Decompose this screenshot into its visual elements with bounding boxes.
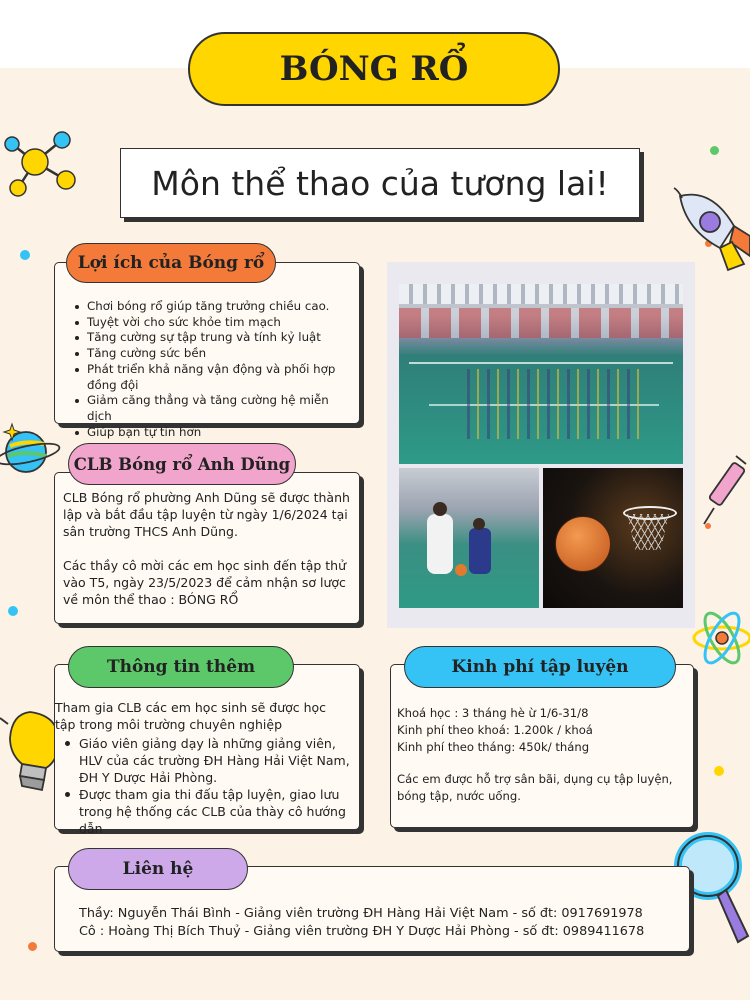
benefits-list [73, 299, 345, 440]
fees-per-month: Kinh phí theo tháng: 450k/ tháng [397, 740, 590, 754]
planet-icon [0, 420, 62, 484]
more-info-card [54, 664, 360, 836]
club-paragraph-2: Các thầy cô mời các em học sinh đến tập thử vào T5, ngày 23/5/2023 để cảm nhận sơ lược về môn thể thao : BÓNG RỔ [63, 558, 347, 607]
club-card [54, 472, 360, 624]
benefits-card [54, 262, 360, 439]
gym-photo [399, 284, 683, 464]
list-item: Giảm căng thẳng và tăng cường hệ miễn dịch [73, 393, 345, 424]
ball-hoop-photo [543, 468, 683, 608]
training-photo [399, 468, 539, 608]
page-title: BÓNG RỔ [188, 32, 560, 106]
list-item: Phát triển khả năng vận động và phối hợp đồng đội [73, 362, 345, 393]
list-item: Giúp bạn tự tin hơn [73, 425, 345, 441]
decor-dot [710, 146, 719, 155]
contact-line-2: Cô : Hoàng Thị Bích Thuỷ - Giảng viên trường ĐH Y Dược Hải Phòng - số đt: 0989411678 [79, 924, 645, 939]
fees-note: Các em được hỗ trợ sân bãi, dụng cụ tập luyện, bóng tập, nước uống. [397, 772, 673, 804]
club-paragraph-1: CLB Bóng rổ phường Anh Dũng sẽ được thành lập và bắt đầu tập luyện từ ngày 1/6/2024 tại sân trường THCS Anh Dũng. [63, 490, 350, 539]
list-item: Được tham gia thi đấu tập luyện, giao lưu trong hệ thống các CLB của thày cô hướng dẫn [59, 786, 357, 837]
fees-per-course: Kinh phí theo khoá: 1.200k / khoá [397, 723, 593, 737]
list-item: Giáo viên giảng dạy là những giảng viên, HLV của các trường ĐH Hàng Hải Việt Nam, ĐH Y Dược Hải Phòng. [59, 735, 357, 786]
list-item: Chơi bóng rổ giúp tăng trưởng chiều cao. [73, 299, 345, 315]
syringe-icon [700, 452, 750, 532]
contact-heading: Liên hệ [68, 848, 248, 890]
more-info-heading: Thông tin thêm [68, 646, 294, 688]
photo-collage [387, 262, 695, 628]
list-item: Tăng cường sự tập trung và tính kỷ luật [73, 330, 345, 346]
molecule-icon [0, 122, 90, 202]
atom-icon [690, 602, 750, 672]
decor-dot [714, 766, 724, 776]
more-info-list [59, 735, 357, 837]
decor-dot [20, 250, 30, 260]
more-info-intro: Tham gia CLB các em học sinh sẽ được học tập trong môi trường chuyên nghiệp [55, 700, 327, 732]
fees-heading: Kinh phí tập luyện [404, 646, 676, 688]
benefits-heading: Lợi ích của Bóng rổ [66, 243, 276, 283]
page-subtitle: Môn thể thao của tương lai! [120, 148, 640, 218]
contact-line-1: Thầy: Nguyễn Thái Bình - Giảng viên trường ĐH Hàng Hải Việt Nam - số đt: 0917691978 [79, 906, 643, 921]
fees-duration: Khoá học : 3 tháng hè ừ 1/6-31/8 [397, 706, 589, 720]
decor-dot [8, 606, 18, 616]
list-item: Tăng cường sức bền [73, 346, 345, 362]
decor-dot [28, 942, 37, 951]
list-item: Tuyệt vời cho sức khỏe tim mạch [73, 315, 345, 331]
fees-card [390, 664, 694, 828]
club-heading: CLB Bóng rổ Anh Dũng [68, 443, 296, 485]
